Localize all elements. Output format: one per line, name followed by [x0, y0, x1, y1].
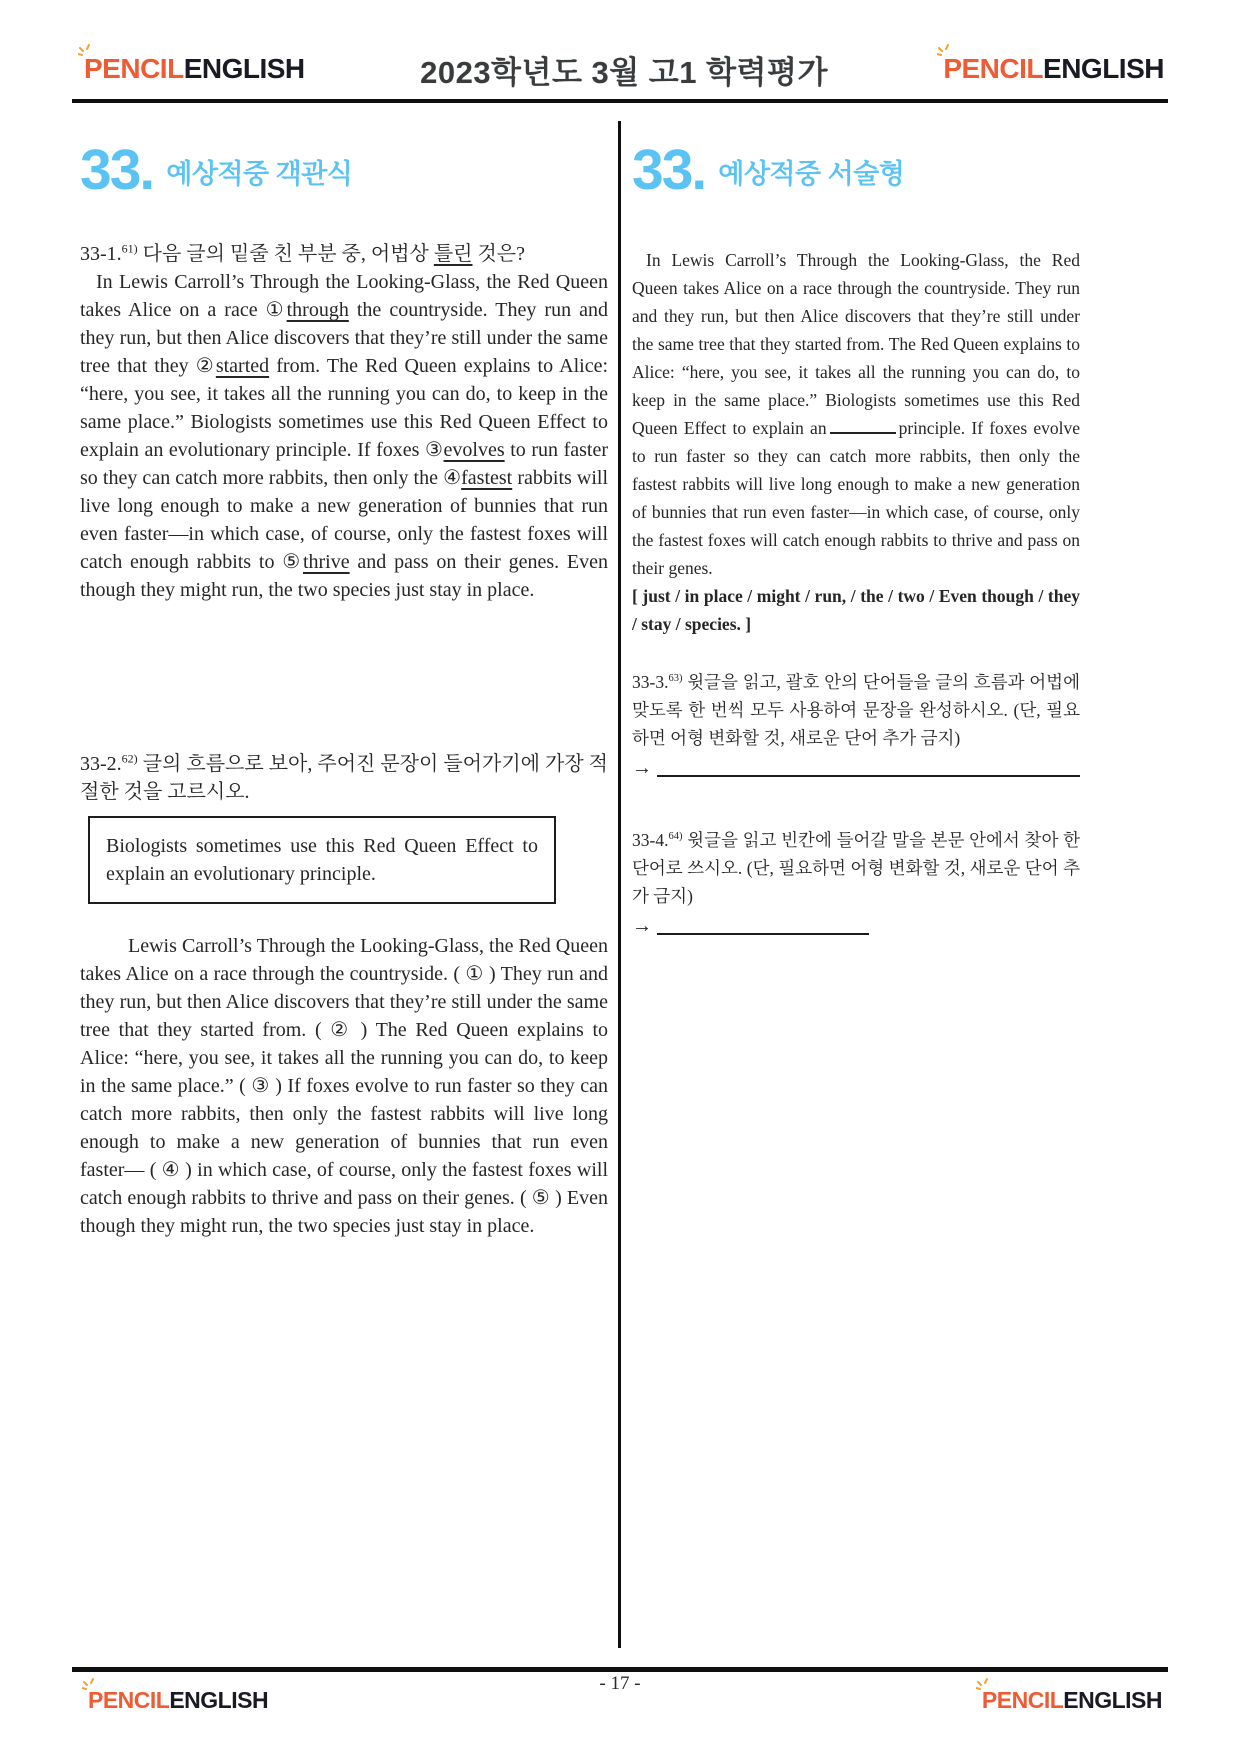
page-header — [84, 44, 1164, 94]
right-column — [632, 122, 1080, 938]
logo-text-english: ENGLISH — [169, 1687, 269, 1713]
question-33-4-label: 33-4.$^{64)}$ 윗글을 읽고 빈칸에 들어갈 말을 본문 안에서 찾아 한 단어로 쓰시오. (단, 필요하면 어형 변화할 것, 새로운 단어 추가 금지) — [632, 830, 1080, 906]
question-33-3-label: 33-3.$^{63)}$ 윗글을 읽고, 괄호 안의 단어들을 글의 흐름과 어법에 맞도록 한 번씩 모두 사용하여 문장을 완성하시오. (단, 필요하면 어형 변화할 것, 새로운 단어 추가 금지) — [632, 672, 1080, 748]
pencil-english-logo-bottom-right — [982, 1689, 1162, 1712]
page-number: - 17 - — [599, 1673, 641, 1694]
answer-blank-33-3 — [657, 775, 1080, 777]
word-bank: [ just / in place / might / run, / the / two / Even though / they / stay / species. ] — [632, 586, 1080, 634]
answer-line-33-4 — [632, 914, 1080, 938]
logo-text-english: ENGLISH — [1063, 1687, 1162, 1713]
exam-title: 2023학년도 3월 고1 학력평가 — [420, 54, 828, 90]
logo-text-pencil: PENCIL — [84, 53, 184, 84]
logo-text-pencil: PENCIL — [981, 1687, 1064, 1713]
sparkle-icon — [78, 44, 94, 58]
given-sentence-box — [88, 816, 556, 904]
given-sentence-text: Biologists sometimes use this Red Queen Effect to explain an evolutionary principle. — [106, 835, 538, 885]
section-header-subjective — [632, 137, 1080, 202]
passage-33-1: In Lewis Carroll’s Through the Looking-Glass, the Red Queen takes Alice on a race ①through the countryside. They run and they run, but then Alice discovers that they’re still under the same tree that they ②started from. The Red Queen explains to Alice: “here, you see, it takes all the running you can do, to keep in the same place.” Biologists sometimes use this Red Queen Effect to explain an evolutionary principle. If foxes ③evolves to run faster so they can catch more rabbits, then only the ④fastest rabbits will live long enough to make a new generation of bunnies that run even faster―in which case, of course, only the fastest foxes will catch enough rabbits to ⑤thrive and pass on their genes. Even though they might run, the two species just stay in place. — [80, 271, 609, 601]
answer-blank-33-4 — [657, 933, 869, 935]
logo-text-english: ENGLISH — [183, 53, 305, 84]
logo-text-english: ENGLISH — [1043, 53, 1164, 84]
pencil-english-logo-top-right — [943, 55, 1164, 83]
pencil-english-logo-bottom-left — [88, 1689, 268, 1712]
question-33-1-label: 33-1.$^{61)}$ 다음 글의 밑줄 친 부분 중, 어법상 틀린 것은? — [80, 241, 526, 265]
logo-text-pencil: PENCIL — [88, 1687, 170, 1713]
header-rule — [72, 99, 1168, 103]
section-title: 예상적중 객관식 — [166, 159, 353, 189]
question-33-2-label: 33-2.$^{62)}$ 글의 흐름으로 보아, 주어진 문장이 들어가기에 가장 적절한 것을 고르시오. — [80, 751, 608, 803]
footer-rule — [72, 1667, 1168, 1672]
pencil-english-logo-top-left — [84, 55, 305, 83]
sparkle-icon — [937, 44, 953, 58]
sparkle-icon — [976, 1678, 992, 1692]
section-number: 33. — [80, 137, 154, 202]
section-number: 33. — [632, 137, 706, 202]
passage-right: In Lewis Carroll’s Through the Looking-Glass, the Red Queen takes Alice on a race through the countryside. They run and they run, but then Alice discovers that they’re still under the same tree that they started from. The Red Queen explains to Alice: “here, you see, it takes all the running you can do, to keep in the same place.” Biologists sometimes use this Red Queen Effect to explain an principle. If foxes evolve to run faster so they can catch more rabbits, then only the fastest rabbits will live long enough to make a new generation of bunnies that run even faster―in which case, of course, only the fastest foxes will catch enough rabbits to thrive and pass on their genes. — [632, 250, 1080, 578]
left-column — [80, 122, 608, 1240]
column-divider — [618, 121, 621, 1648]
answer-line-33-3 — [632, 756, 1080, 780]
section-title: 예상적중 서술형 — [718, 159, 905, 189]
sparkle-icon — [82, 1678, 98, 1692]
arrow-icon: → — [632, 757, 652, 779]
arrow-icon: → — [632, 915, 652, 937]
logo-text-pencil: PENCIL — [943, 53, 1044, 84]
passage-33-2: Lewis Carroll’s Through the Looking-Glass, the Red Queen takes Alice on a race through the countryside. ( ① ) They run and they run, but then Alice discovers that they’re still under the same tree that they started from. ( ② ) The Red Queen explains to Alice: “here, you see, it takes all the running you can do, to keep in the same place.” ( ③ ) If foxes evolve to run faster so they can catch more rabbits, then only the fastest rabbits will live long enough to make a new generation of bunnies that run even faster― ( ④ ) in which case, of course, only the fastest foxes will catch enough rabbits to thrive and pass on their genes. ( ⑤ ) Even though they might run, the two species just stay in place. — [80, 935, 608, 1237]
section-header-objective — [80, 137, 608, 202]
